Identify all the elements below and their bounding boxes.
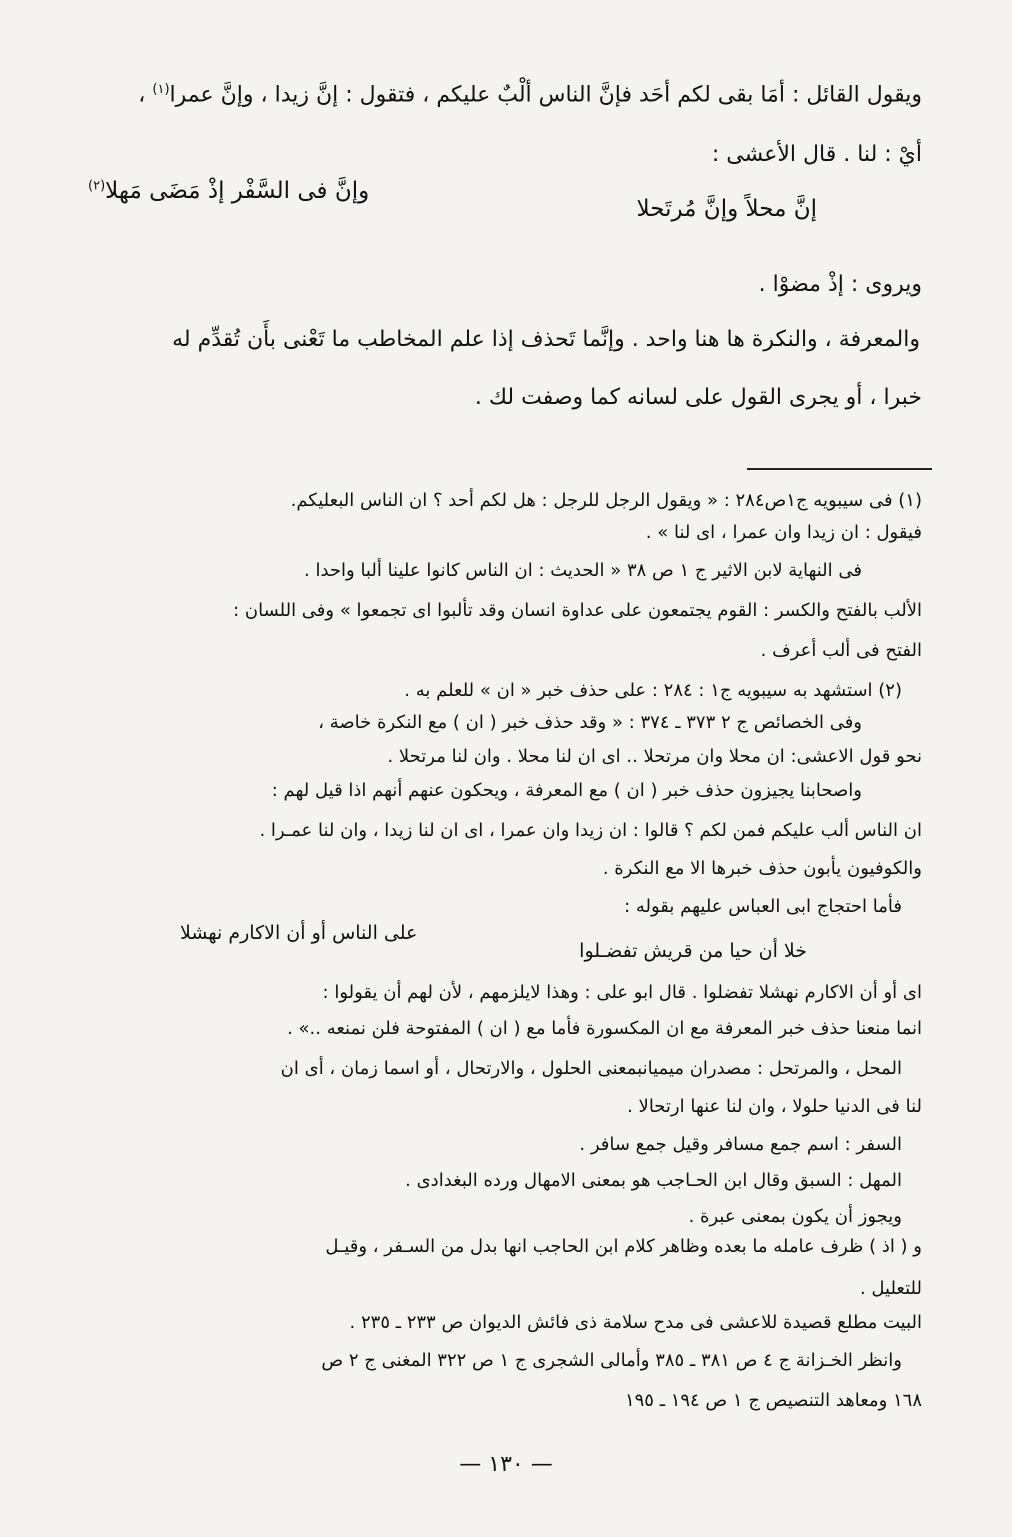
footnote-line: والكوفيون يأبون حذف خبرها الا مع النكرة .	[602, 858, 922, 879]
footnote-line: واصحابنا يجيزون حذف خبر ( ان ) مع المعرفة ، ويحكون عنهم أنهم اذا قيل لهم :	[271, 780, 862, 801]
footnote-separator	[747, 468, 932, 470]
footnote-line: (١) فى سيبويه ج١ص٢٨٤ : « ويقول الرجل للرجل : هل لكم أحد ؟ ان الناس البعليكم.	[290, 490, 922, 511]
main-line-1-text: ويقول القائل : أمَا بقى لكم أحَد فإنَّ الناس ألْبٌ عليكم ، فتقول : إنَّ زيدا ، وإنَّ عمرا	[169, 82, 922, 108]
footnote-line: البيت مطلع قصيدة للاعشى فى مدح سلامة ذى فائش الديوان ص ٢٣٣ ـ ٢٣٥ .	[349, 1312, 922, 1333]
footnote-line: انما منعنا حذف خبر المعرفة مع ان المكسورة فأما مع ( ان ) المفتوحة فلن نمنعه ..» .	[287, 1018, 922, 1039]
footnote-line: ١٦٨ ومعاهد التنصيص ج ١ ص ١٩٤ ـ ١٩٥	[624, 1390, 922, 1411]
footnote-line: للتعليل .	[859, 1278, 922, 1299]
main-line-4: ويروى : إذْ مضوْا .	[758, 272, 922, 297]
verse-hemistich-2	[88, 178, 369, 204]
footnote-line: وانظر الخـزانة ج ٤ ص ٣٨١ ـ ٣٨٥ وأمالى الشجرى ج ١ ص ٣٢٢ المغنى ج ٢ ص	[321, 1350, 902, 1371]
verse-hemistich-1: إنَّ محلاً وإنَّ مُرتَحلا	[636, 196, 817, 222]
page-number: — ١٣٠ —	[459, 1452, 553, 1477]
footnote-line: فأما احتجاج ابى العباس عليهم بقوله :	[624, 896, 902, 917]
footnote-line: المحل ، والمرتحل : مصدران ميميانبمعنى الحلول ، والارتحال ، أو اسما زمان ، أى ان	[280, 1058, 902, 1079]
footnote-line: وفى الخصائص ج ٢ ٣٧٣ ـ ٣٧٤ : « وقد حذف خبر ( ان ) مع النكرة خاصة ،	[318, 712, 862, 733]
footnote-line: الفتح فى ألب أعرف .	[760, 640, 922, 661]
footnote-line: ويجوز أن يكون بمعنى عبرة .	[688, 1206, 902, 1227]
footnote-ref-2: (٢)	[88, 178, 106, 194]
main-line-6: خبرا ، أو يجرى القول على لسانه كما وصفت لك .	[474, 385, 922, 410]
footnote-line: و ( اذ ) ظرف عامله ما بعده وظاهر كلام ابن الحاجب انها بدل من السـفر ، وقيـل	[325, 1236, 922, 1257]
footnote-verse-hemistich-2: على الناس أو أن الاكارم نهشلا	[180, 922, 418, 944]
footnote-line: فى النهاية لابن الاثير ج ١ ص ٣٨ « الحديث : ان الناس كانوا علينا ألبا واحدا .	[304, 560, 862, 581]
footnote-line: المهل : السبق وقال ابن الحـاجب هو بمعنى الامهال ورده البغدادى .	[405, 1170, 902, 1191]
main-line-1-end: ،	[138, 82, 146, 108]
footnote-line: ان الناس ألب عليكم فمن لكم ؟ قالوا : ان زيدا وان عمرا ، اى ان لنا زيدا ، وان لنا عمـرا .	[259, 820, 922, 841]
main-line-1	[60, 82, 922, 107]
verse-hemistich-2-text: وإنَّ فى السَّفْر إذْ مَضَى مَهلا	[105, 178, 370, 204]
footnote-ref-1: (١)	[152, 82, 170, 97]
main-line-2: أيْ : لنا . قال الأعشى :	[711, 142, 922, 167]
footnote-line: لنا فى الدنيا حلولا ، وان لنا عنها ارتحالا .	[627, 1096, 922, 1117]
footnote-line: الألب بالفتح والكسر : القوم يجتمعون على عداوة انسان وقد تألبوا اى تجمعوا » وفى اللسان :	[233, 600, 922, 621]
footnote-line: فيقول : ان زيدا وان عمرا ، اى لنا » .	[645, 522, 922, 543]
footnote-line: نحو قول الاعشى: ان محلا وان مرتحلا .. اى ان لنا محلا . وان لنا مرتحلا .	[387, 746, 922, 767]
footnote-verse-hemistich-1: خلا أن حيا من قريش تفضـلوا	[579, 940, 807, 962]
footnote-line: اى أو أن الاكارم نهشلا تفضلوا . قال ابو على : وهذا لايلزمهم ، لأن لهم أن يقولوا :	[322, 982, 922, 1003]
main-line-5: والمعرفة ، والنكرة ها هنا واحد . وإنَّما تَحذف إذا علم المخاطب ما تَعْنى بأَن تُقدِّم له	[172, 327, 920, 352]
footnote-line: السفر : اسم جمع مسافر وقيل جمع سافر .	[579, 1134, 902, 1155]
footnote-line: (٢) استشهد به سيبويه ج١ : ٢٨٤ : على حذف خبر « ان » للعلم به .	[404, 680, 902, 701]
